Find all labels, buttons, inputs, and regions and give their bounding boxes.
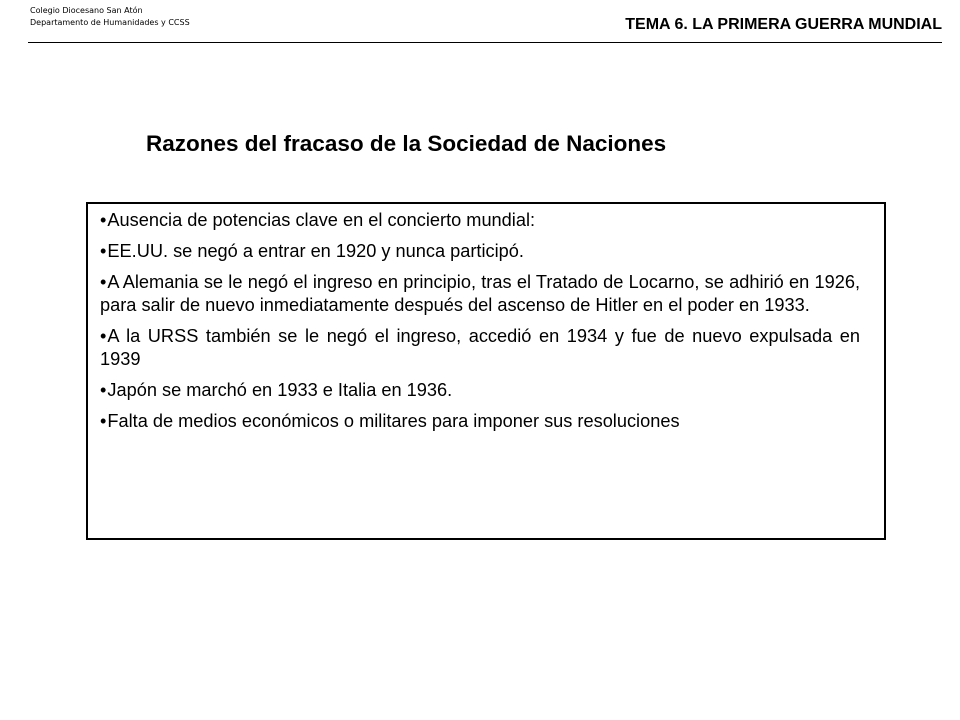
bullet-text: A Alemania se le negó el ingreso en principio, tras el Tratado de Locarno, se adhirió en 1926, para salir de nuevo inmediatamente después del ascenso de Hitler en el poder en 1933. <box>100 272 860 315</box>
bullet-icon: • <box>100 326 107 346</box>
bullet-list <box>100 209 860 433</box>
bullet-icon: • <box>100 411 107 431</box>
list-item <box>100 240 860 263</box>
bullet-text: Falta de medios económicos o militares para imponer sus resoluciones <box>107 411 680 431</box>
list-item <box>100 271 860 317</box>
bullet-icon: • <box>100 241 107 261</box>
list-item <box>100 209 860 232</box>
header-divider <box>28 42 942 43</box>
school-header <box>30 5 190 29</box>
bullet-icon: • <box>100 380 107 400</box>
bullet-text: Japón se marchó en 1933 e Italia en 1936. <box>107 380 453 400</box>
list-item <box>100 410 860 433</box>
topic-title: TEMA 6. LA PRIMERA GUERRA MUNDIAL <box>625 16 942 33</box>
list-item <box>100 325 860 371</box>
bullet-text: A la URSS también se le negó el ingreso, accedió en 1934 y fue de nuevo expulsada en 1939 <box>100 326 860 369</box>
bullet-text: Ausencia de potencias clave en el concierto mundial: <box>107 210 536 230</box>
content-box <box>86 202 886 540</box>
department-name: Departamento de Humanidades y CCSS <box>30 18 190 27</box>
bullet-text: EE.UU. se negó a entrar en 1920 y nunca participó. <box>107 241 524 261</box>
slide-title: Razones del fracaso de la Sociedad de Naciones <box>146 131 667 156</box>
school-name: Colegio Diocesano San Atón <box>30 6 143 15</box>
list-item <box>100 379 860 402</box>
bullet-icon: • <box>100 210 107 230</box>
bullet-icon: • <box>100 272 107 292</box>
